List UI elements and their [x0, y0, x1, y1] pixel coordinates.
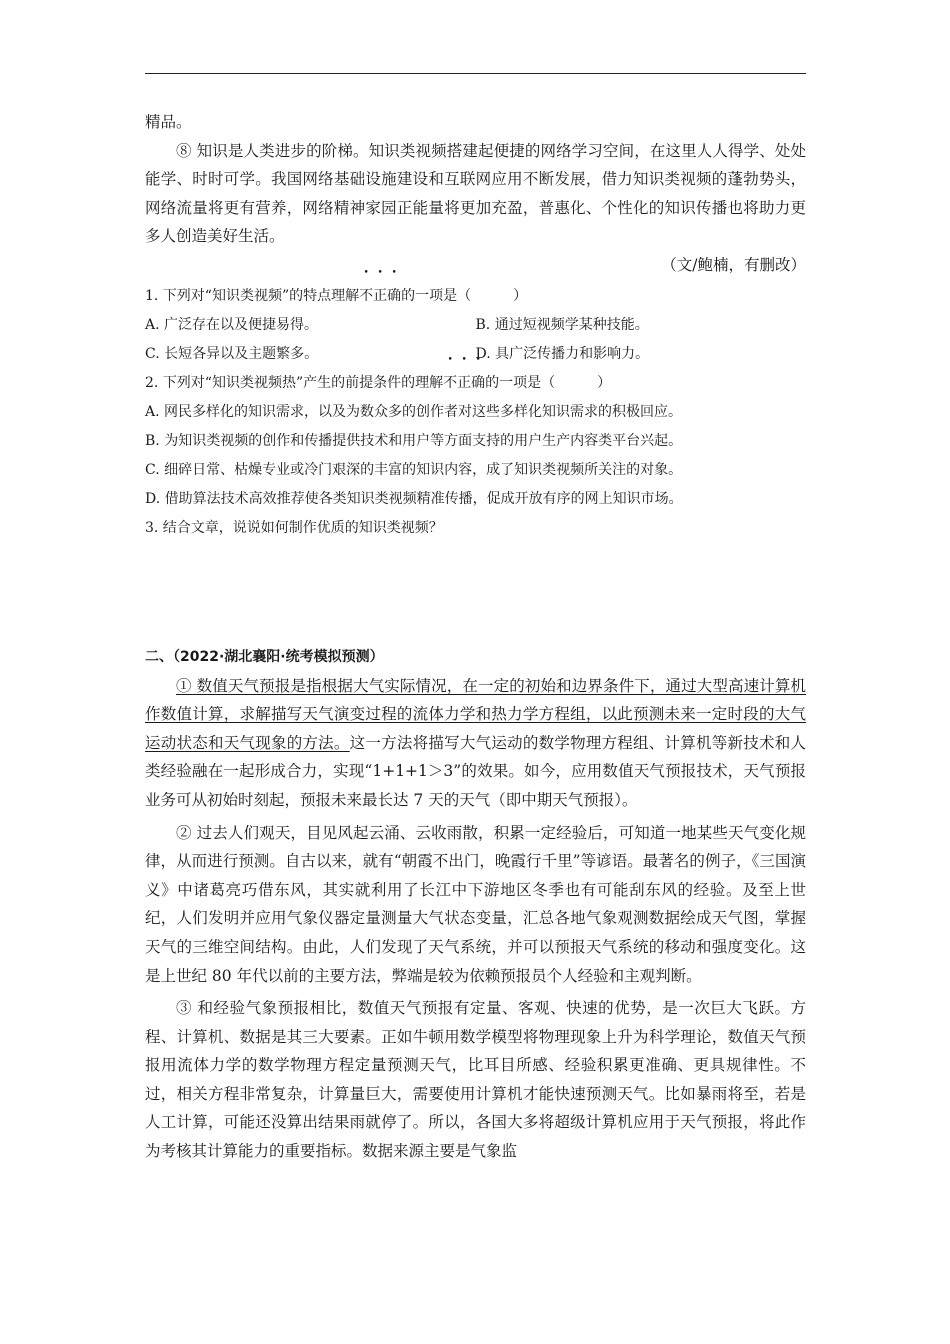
answer-space	[145, 543, 806, 643]
option-a: A. 广泛存在以及便捷易得。	[145, 316, 319, 333]
question-2-option-a: A. 网民多样化的知识需求，以及为数众多的创作者对这些多样化知识需求的积极回应。	[145, 403, 683, 420]
question-3: 3. 结合文章，说说如何制作优质的知识类视频？	[145, 519, 443, 536]
header-rule	[145, 73, 806, 74]
section-2-paragraph-3: ③ 和经验气象预报相比，数值天气预报有定量、客观、快速的优势，是一次巨大飞跃。方程、计算机、数据是其三大要素。正如牛顿用数学模型将物理现象上升为科学理论，数值天气预报用流体力学的数学物理方程定量预测天气，比耳目所感、经验积累更准确、更具规律性。不过，相关方程非常复杂，计算量巨大，需要使用计算机才能快速预测天气。比如暴雨将至，若是人工计算，可能还没算出结果雨就停了。所以，各国大多将超级计算机应用于天气预报，将此作为考核其计算能力的重要指标。数据来源主要是气象监	[145, 999, 806, 1161]
document-body	[145, 108, 806, 1166]
question-2-option-c: C. 细碎日常、枯燥专业或冷门艰深的丰富的知识内容，成了知识类视频所关注的对象。	[145, 461, 683, 478]
passage-tail: 精品。	[145, 113, 192, 131]
underlined-definition: ① 数值天气预报是指根据大气实际情况，在一定的初始和边界条件下，通过大型高速计算机作数值计算，求解描写天气演变过程的流体力学和热力学方程组，以此预测未来一定时段的大气运动状态和天气现象的方法。	[145, 676, 806, 752]
question-2-option-d: D. 借助算法技术高效推荐使各类知识类视频精准传播，促成开放有序的网上知识市场。	[145, 490, 683, 507]
section-2-heading: 二、（2022·湖北襄阳·统考模拟预测）	[145, 648, 384, 665]
source-credit: （文/鲍楠，有删改）	[661, 255, 806, 274]
question-2: 2. 下列对“知识类视频热”产生的前提条件的理解不正确的一项是（ ）	[145, 374, 612, 391]
question-2-option-b: B. 为知识类视频的创作和传播提供技术和用户等方面支持的用户生产内容类平台兴起。	[145, 432, 683, 449]
section-2-paragraph-2: ② 过去人们观天，目见风起云涌、云收雨散，积累一定经验后，可知道一地某些天气变化规律，从而进行预测。自古以来，就有“朝霞不出门，晚霞行千里”等谚语。最著名的例子，《三国演义》中诸葛亮巧借东风，其实就利用了长江中下游地区冬季也有可能刮东风的经验。及至上世纪，人们发明并应用气象仪器定量测量大气状态变量，汇总各地气象观测数据绘成天气图，掌握天气的三维空间结构。由此，人们发现了天气系统，并可以预报天气系统的移动和强度变化。这是上世纪 80 年代以前的主要方法，弊端是较为依赖预报员个人经验和主观判断。	[145, 823, 806, 985]
option-b: B. 通过短视频学某种技能。	[475, 316, 649, 333]
option-d: D. 具广泛传播力和影响力。	[475, 345, 650, 362]
option-c: C. 长短各异以及主题繁多。	[145, 345, 319, 362]
question-1: 1. 下列对“知识类视频”的特点理解不正确的一项是（ ）	[145, 287, 528, 304]
question-1-options-row1	[145, 311, 806, 340]
section-2-paragraph-1: ① 数值天气预报是指根据大气实际情况，在一定的初始和边界条件下，通过大型高速计算机作数值计算，求解描写天气演变过程的流体力学和热力学方程组，以此预测未来一定时段的大气运动状态和天气现象的方法。这一方法将描写大气运动的数学物理方程组、计算机等新技术和人类经验融在一起形成合力，实现“1+1+1＞3”的效果。如今，应用数值天气预报技术，天气预报业务可从初始时刻起，预报未来最长达 7 天的天气（即中期天气预报）。	[145, 676, 806, 809]
paragraph-8: ⑧ 知识是人类进步的阶梯。知识类视频搭建起便捷的网络学习空间，在这里人人得学、处处能学、时时可学。我国网络基础设施建设和互联网应用不断发展，借力知识类视频的蓬勃势头，网络流量将更有营养，网络精神家园正能量将更加充盈，普惠化、个性化的知识传播也将助力更多人创造美好生活。	[145, 141, 806, 246]
